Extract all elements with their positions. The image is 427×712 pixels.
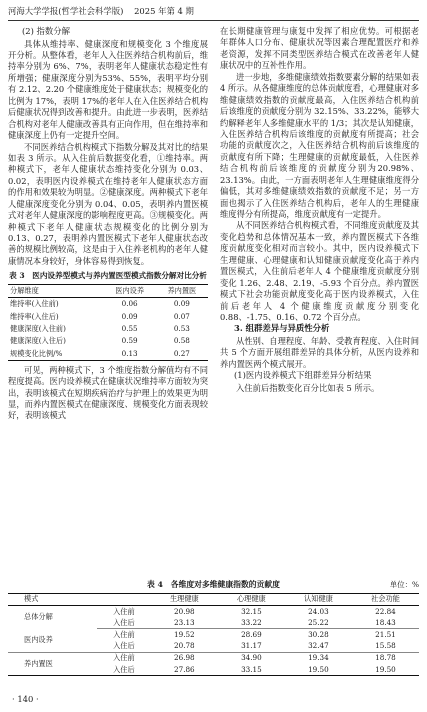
column-header: 模式 (8, 593, 97, 605)
table-cell: 18.43 (352, 617, 419, 629)
section-heading: (2) 指数分解 (22, 26, 71, 36)
table-unit: 单位：% (389, 580, 419, 589)
column-header: 分解维度 (8, 284, 104, 297)
table-cell: 20.98 (174, 606, 195, 616)
table-cell: 19.50 (285, 664, 352, 676)
table-cell: 入住后 (97, 617, 151, 629)
body-paragraph: 不同医养结合机构模式下指数分解及其对比的结果如表 3 所示。从入住前后数据变化看，①维持率。两种模式下，老年人健康状态维持变化分别为 0.03、0.02，表明医内设养模式在维持老年人健康状态方面的作用和效果较为明显。②健康深度。两种模式下老年人健康深度变化分别为 0.04、0.05，表明养内置医模式对老年人健康深度的影响程度更高。③规模变化。两种模式下老年人健康状态规模变化的比例分别为 0.13、0.27，表明养内置医模式下老年人健康状态改善的规模比例较高，这是由于入住养老机构的老年人健康情况本身较好，身体容易得到恢复。 (8, 141, 208, 266)
body-paragraph: 进一步地，多维健康绩效指数要素分解的结果如表 4 所示。从各健康维度的总体贡献度看，心理健康对多维健康绩效指数的贡献度最高，入住医养结合机构前后该维度的贡献度分别为 32.15%、33.22%，能够大约解释老年人多维健康水平的 1/3；其次是认知健康，入住医养结合机构后该维度的贡献度有所提高；社会功能的贡献度次之，入住医养结合机构前后该维度的贡献度有所下降；生理健康的贡献度最低，入住医养结合机构前后该维度的贡献度分别为20.98%、23.13%。由此，一方面表明老年人生理健康维度得分偏低，其对多维健康绩效指数的贡献度不足；另一方面也揭示了入住医养结合机构后，老年人的生理健康维度得分有所提高，维度贡献度有一定提升。 (220, 71, 419, 219)
table-cell: 34.90 (241, 653, 262, 663)
column-header (97, 593, 151, 605)
table-caption: 表 3 医内设养型模式与养内置医型模式指数分解对比分析 (9, 271, 207, 281)
mode-cell: 总体分解 (24, 612, 53, 622)
subsection-heading: (1)医内设养模式下组群差异分析结果 (234, 370, 372, 381)
table-cell: 0.07 (173, 311, 190, 321)
table-4 (8, 593, 419, 676)
table-cell: 0.55 (121, 323, 138, 333)
table-cell: 19.52 (174, 629, 195, 639)
table-cell: 21.51 (375, 629, 396, 639)
body-paragraph: 在长期健康管理与康复中发挥了相应优势。可根据老年群体人口分布、健康状况等因素合理配置医疗和养老资源，发挥不同类型医养结合模式在改善老年人健康状况中的互补性作用。 (220, 26, 419, 71)
page-number: · 140 · (12, 694, 39, 704)
column-header: 认知健康 (285, 593, 352, 605)
table-cell: 入住后 (97, 641, 151, 653)
table-cell: 20.78 (151, 641, 218, 653)
mode-cell: 医内设养 (8, 629, 97, 652)
table-cell: 维持率(入住前) (10, 299, 59, 309)
table-cell: 维持率(入住后) (10, 311, 59, 321)
table-row (8, 605, 419, 617)
table-cell: 33.22 (218, 617, 285, 629)
column-header: 养内置医 (156, 284, 208, 297)
table-cell: 27.86 (151, 664, 218, 676)
table-cell: 入住前 (113, 629, 135, 639)
table-cell: 入住前 (113, 653, 135, 663)
table-row (8, 652, 419, 664)
table-cell: 规模变化比例/% (8, 347, 104, 360)
table-cell: 健康深度(入住后) (10, 336, 66, 346)
table-cell: 入住后 (97, 664, 151, 676)
table-row (8, 335, 208, 347)
table-cell: 0.13 (104, 347, 156, 360)
table-cell: 26.98 (174, 653, 195, 663)
table-row (8, 629, 419, 641)
table-row (8, 298, 208, 311)
table-row (8, 323, 208, 335)
table-header-row (8, 284, 208, 297)
right-column (220, 26, 419, 394)
issue-label: 2025 年第 4 期 (134, 6, 194, 16)
table-3 (8, 284, 208, 361)
table-row (8, 310, 208, 322)
column-header: 医内设养 (104, 284, 156, 297)
column-header: 生理健康 (151, 593, 218, 605)
body-paragraph: 从性别、自理程度、年龄、受教育程度、入住时间共 5 个方面开展组群差异的具体分析，从医内设养和养内置医两个模式展开。 (220, 335, 419, 369)
table-cell: 18.78 (375, 653, 396, 663)
mode-cell: 养内置医 (8, 652, 97, 675)
table-cell: 32.15 (241, 606, 262, 616)
table-caption-text: 表 4 各维度对多维健康指数的贡献度 (147, 580, 280, 589)
body-paragraph: 具体从维持率、健康深度和规模变化 3 个维度展开分析。从整体看，老年人入住医养结合机构前后，维持率分别为 6%、7%，表明老年人健康状态稳定性有所增强；健康深度分别为53%、55%，表明平均分别有 2.12、2.20 个健康维度处于健康状态；规模变化的比例为 17%，表明 17%的老年人在入住医养结合机构后健康状况得到改善和提升。由此进一步表明，医养结合机构对老年人健康改善具有正向作用，但在维持率和健康深度上仍有一定提升空间。 (8, 38, 208, 141)
body-paragraph: 可见，两种模式下，3 个维度指数分解值均有不同程度提高。医内设养模式在健康状况维持率方面较为突出，表明该模式在短期疾病治疗与护理上的效果更为明显，而养内置医模式在健康深度、规模变化方面表现较好，表明该模式 (8, 364, 208, 421)
table-caption (8, 580, 419, 591)
table-cell: 28.69 (241, 629, 262, 639)
table-cell: 23.13 (151, 617, 218, 629)
table-cell: 19.34 (308, 653, 329, 663)
table-cell: 31.17 (218, 641, 285, 653)
table-cell: 30.28 (308, 629, 329, 639)
table-4-block (8, 580, 419, 676)
table-cell: 19.50 (352, 664, 419, 676)
table-cell: 0.59 (121, 336, 138, 346)
table-cell: 22.84 (375, 606, 396, 616)
table-cell: 0.06 (121, 299, 138, 309)
table-cell: 0.09 (121, 311, 138, 321)
body-paragraph: 从不同医养结合机构模式看，不同维度贡献度及其变化趋势和总体情况基本一致，养内置医模式下各维度贡献度变化相对而言较小。其中，医内设养模式下生理健康、心理健康和认知健康贡献度变化高于养内置医模式，入住前后老年人 4 个健康维度贡献度分别变化 1.26、2.48、2.19、-5.93 个百分点。养内置医模式下社会功能贡献度变化高于医内设养模式，入住前后老年人 4 个健康维度贡献度分别变化0.88、-1.75、0.16、0.72 个百分点。 (220, 220, 419, 322)
table-row (8, 347, 208, 360)
table-header-row (8, 593, 419, 605)
table-cell: 0.58 (173, 336, 190, 346)
column-header: 心理健康 (218, 593, 285, 605)
table-cell: 健康深度(入住前) (10, 323, 66, 333)
body-paragraph: 入住前后指数变化百分比如表 5 所示。 (236, 382, 380, 393)
table-cell: 0.27 (156, 347, 208, 360)
table-cell: 15.58 (352, 641, 419, 653)
journal-title: 河海大学学报(哲学社会科学版) (8, 6, 124, 16)
column-header: 社会功能 (352, 593, 419, 605)
left-column (8, 26, 208, 422)
table-cell: 32.47 (285, 641, 352, 653)
table-cell: 33.15 (218, 664, 285, 676)
running-header (8, 6, 419, 21)
table-cell: 0.09 (173, 299, 190, 309)
section-heading: 3. 组群差异与异质性分析 (234, 323, 330, 334)
table-cell: 入住前 (113, 606, 135, 616)
table-cell: 25.22 (285, 617, 352, 629)
table-cell: 0.53 (173, 323, 190, 333)
table-cell: 24.03 (308, 606, 329, 616)
